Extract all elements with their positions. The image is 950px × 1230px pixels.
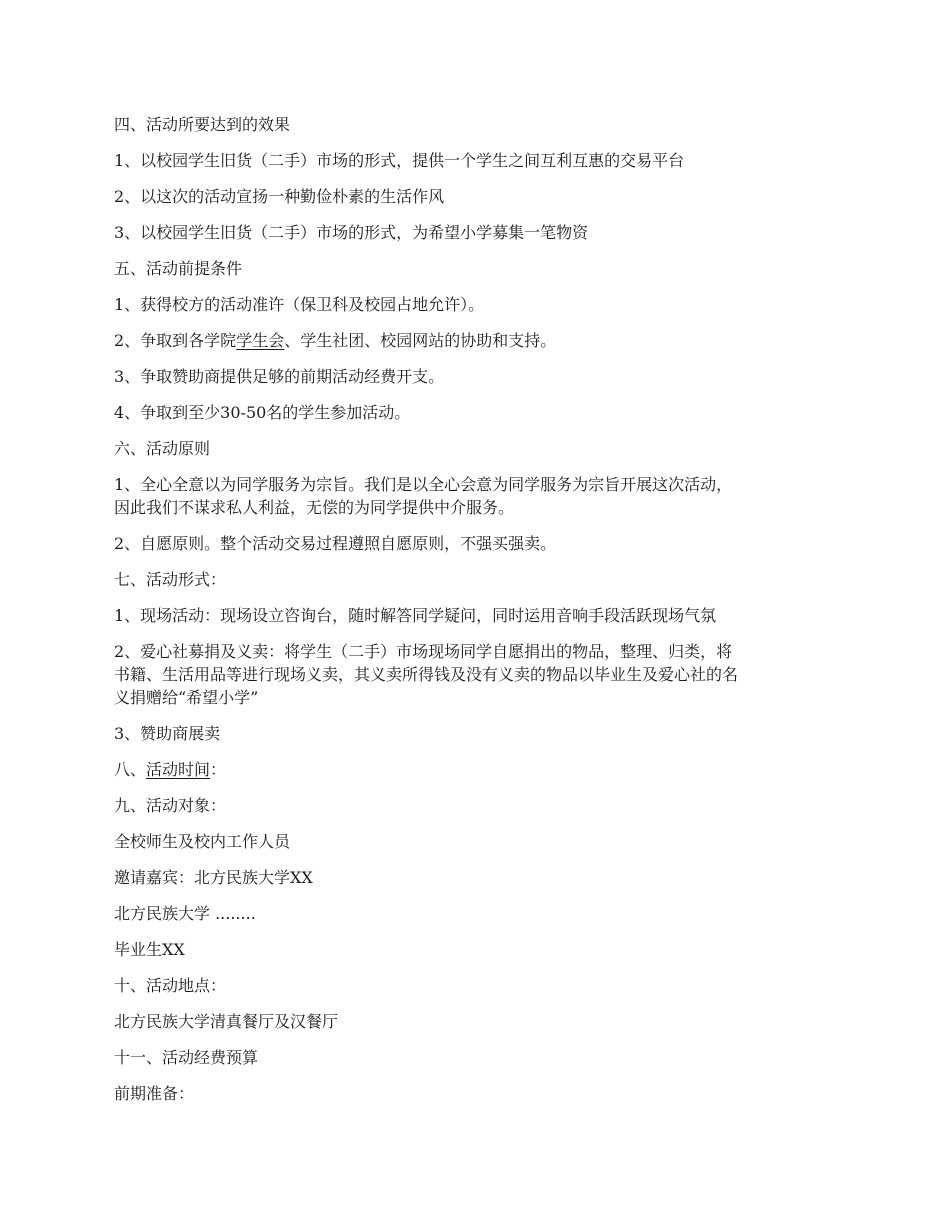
section-heading-prerequisites: 五、活动前提条件: [114, 259, 243, 278]
paragraph: 1、以校园学生旧货（二手）市场的形式，提供一个学生之间互利互惠的交易平台: [114, 151, 685, 170]
section-heading-effects: 四、活动所要达到的效果: [114, 115, 291, 134]
paragraph: 邀请嘉宾：北方民族大学XX: [114, 868, 313, 887]
activity-time-link[interactable]: 活动时间: [146, 760, 211, 779]
paragraph: 北方民族大学 ........: [114, 904, 256, 923]
paragraph: 毕业生XX: [114, 940, 185, 959]
paragraph: 前期准备：: [114, 1084, 195, 1103]
paragraph: 3、以校园学生旧货（二手）市场的形式，为希望小学募集一笔物资: [114, 223, 589, 242]
paragraph: [114, 473, 844, 519]
paragraph: [114, 640, 844, 709]
paragraph: 3、赞助商展卖: [114, 724, 221, 743]
paragraph-line: 2、爱心社募捐及义卖：将学生（二手）市场现场同学自愿捐出的物品，整理、归类，将: [114, 642, 733, 661]
paragraph: 3、争取赞助商提供足够的前期活动经费开支。: [114, 367, 445, 386]
paragraph: 1、获得校方的活动准许（保卫科及校园占地允许）。: [114, 295, 485, 314]
paragraph: 2、自愿原则。整个活动交易过程遵照自愿原则，不强买强卖。: [114, 534, 557, 553]
paragraph-line: 因此我们不谋求私人利益，无偿的为同学提供中介服务。: [114, 498, 515, 517]
paragraph: 1、现场活动：现场设立咨询台，随时解答同学疑问，同时运用音响手段活跃现场气氛: [114, 606, 717, 625]
section-heading-format: 七、活动形式：: [114, 570, 227, 589]
document-body: [114, 113, 844, 1118]
section-heading-budget: 十一、活动经费预算: [114, 1048, 259, 1067]
paragraph-text: ：: [210, 760, 227, 779]
paragraph-text: 、学生社团、校园网站的协助和支持。: [284, 331, 557, 350]
student-union-link[interactable]: 学生会: [236, 331, 285, 350]
section-heading-location: 十、活动地点：: [114, 976, 227, 995]
paragraph-text: 八、: [114, 760, 147, 779]
paragraph: 4、争取到至少30-50名的学生参加活动。: [114, 403, 411, 422]
section-heading-time: [114, 758, 844, 781]
paragraph-line: 义捐赠给“希望小学”: [114, 688, 259, 707]
paragraph: 2、以这次的活动宣扬一种勤俭朴素的生活作风: [114, 187, 445, 206]
paragraph: [114, 329, 844, 352]
paragraph-line: 书籍、生活用品等进行现场义卖，其义卖所得钱及没有义卖的物品以毕业生及爱心社的名: [114, 665, 739, 684]
section-heading-audience: 九、活动对象：: [114, 796, 227, 815]
paragraph: 北方民族大学清真餐厅及汉餐厅: [114, 1012, 339, 1031]
section-heading-principles: 六、活动原则: [114, 439, 211, 458]
paragraph-line: 1、全心全意以为同学服务为宗旨。我们是以全心会意为同学服务为宗旨开展这次活动，: [114, 475, 733, 494]
paragraph-text: 2、争取到各学院: [114, 331, 237, 350]
paragraph: 全校师生及校内工作人员: [114, 832, 291, 851]
